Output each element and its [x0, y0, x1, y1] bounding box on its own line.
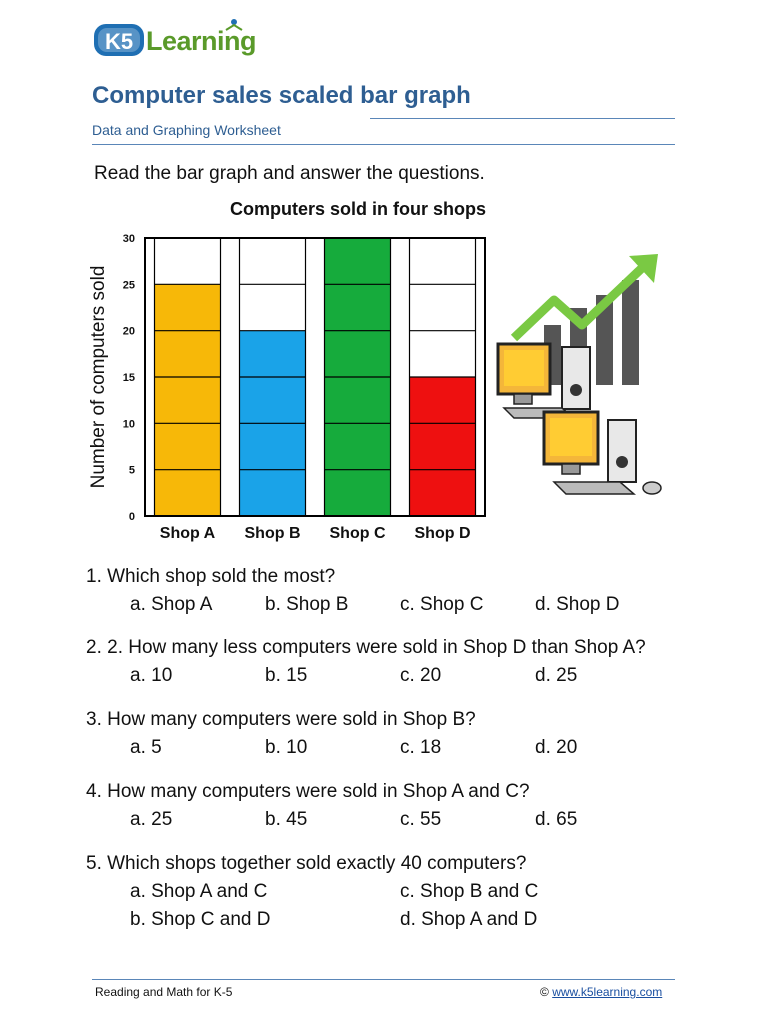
- instruction-text: Read the bar graph and answer the questions.: [94, 163, 485, 184]
- question-4-option-b: b. 45: [265, 809, 308, 830]
- question-2-option-a: a. 10: [130, 665, 173, 686]
- question-3-option-a: a. 5: [130, 737, 162, 758]
- question-1-option-b: b. Shop B: [265, 594, 349, 615]
- question-1-option-a: a. Shop A: [130, 594, 213, 615]
- y-tick-label: 20: [122, 325, 135, 338]
- question-4-option-d: d. 65: [535, 809, 578, 830]
- question-3-option-c: c. 18: [400, 737, 442, 758]
- bar-1: [155, 284, 221, 516]
- footer-copyright: [540, 985, 662, 999]
- computers-illustration: [492, 250, 682, 515]
- chart-title: Computers sold in four shops: [230, 199, 487, 219]
- question-2: 2. 2. How many less computers were sold in Shop D than Shop A?: [86, 637, 646, 658]
- x-tick-label: Shop C: [329, 525, 386, 542]
- question-1: 1. Which shop sold the most?: [86, 566, 336, 587]
- question-5-option-a: a. Shop A and C: [130, 881, 268, 902]
- x-tick-label: Shop B: [244, 525, 301, 542]
- y-tick-label: 25: [122, 279, 135, 292]
- question-3: 3. How many computers were sold in Shop B?: [86, 709, 476, 730]
- computer-icon: [544, 412, 661, 494]
- question-3-option-b: b. 10: [265, 737, 308, 758]
- chart-y-ticks: [123, 233, 135, 523]
- bar-4: [410, 377, 476, 516]
- x-tick-label: Shop D: [414, 525, 471, 542]
- header-rule-top: [370, 118, 675, 119]
- y-tick-label: 5: [128, 464, 135, 477]
- y-tick-label: 10: [122, 418, 135, 431]
- footer-tagline: Reading and Math for K-5: [95, 985, 233, 999]
- footer-rule: [92, 979, 675, 980]
- question-5-option-c: c. Shop B and C: [400, 881, 539, 902]
- question-4: 4. How many computers were sold in Shop A and C?: [86, 781, 530, 802]
- question-2-option-c: c. 20: [400, 665, 442, 686]
- question-2-option-b: b. 15: [265, 665, 308, 686]
- footer-website-link[interactable]: www.k5learning.com: [552, 985, 663, 999]
- page-title: Computer sales scaled bar graph: [92, 82, 471, 109]
- logo-text: Learning: [146, 26, 257, 56]
- question-4-option-c: c. 55: [400, 809, 442, 830]
- y-tick-label: 30: [122, 233, 135, 245]
- question-5-option-b: b. Shop C and D: [130, 909, 271, 930]
- question-3-option-d: d. 20: [535, 737, 578, 758]
- copyright-symbol: ©: [540, 985, 549, 999]
- question-4-option-a: a. 25: [130, 809, 173, 830]
- chart-x-ticks: [160, 525, 471, 542]
- page-subtitle: Data and Graphing Worksheet: [92, 122, 281, 138]
- question-2-option-d: d. 25: [535, 665, 578, 686]
- bar-chart: [80, 226, 510, 556]
- header-rule: [92, 144, 675, 145]
- question-5-option-d: d. Shop A and D: [400, 909, 538, 930]
- y-axis-label: Number of computers sold: [88, 265, 109, 489]
- y-tick-label: 0: [128, 511, 135, 523]
- chart-bars: [155, 238, 476, 516]
- y-tick-label: 15: [122, 372, 135, 384]
- logo-badge-text: K5: [104, 29, 134, 54]
- computer-icon: [498, 344, 590, 418]
- x-tick-label: Shop A: [159, 525, 216, 542]
- question-5: 5. Which shops together sold exactly 40 computers?: [86, 853, 527, 874]
- question-1-option-c: c. Shop C: [400, 594, 484, 615]
- question-1-option-d: d. Shop D: [535, 594, 620, 615]
